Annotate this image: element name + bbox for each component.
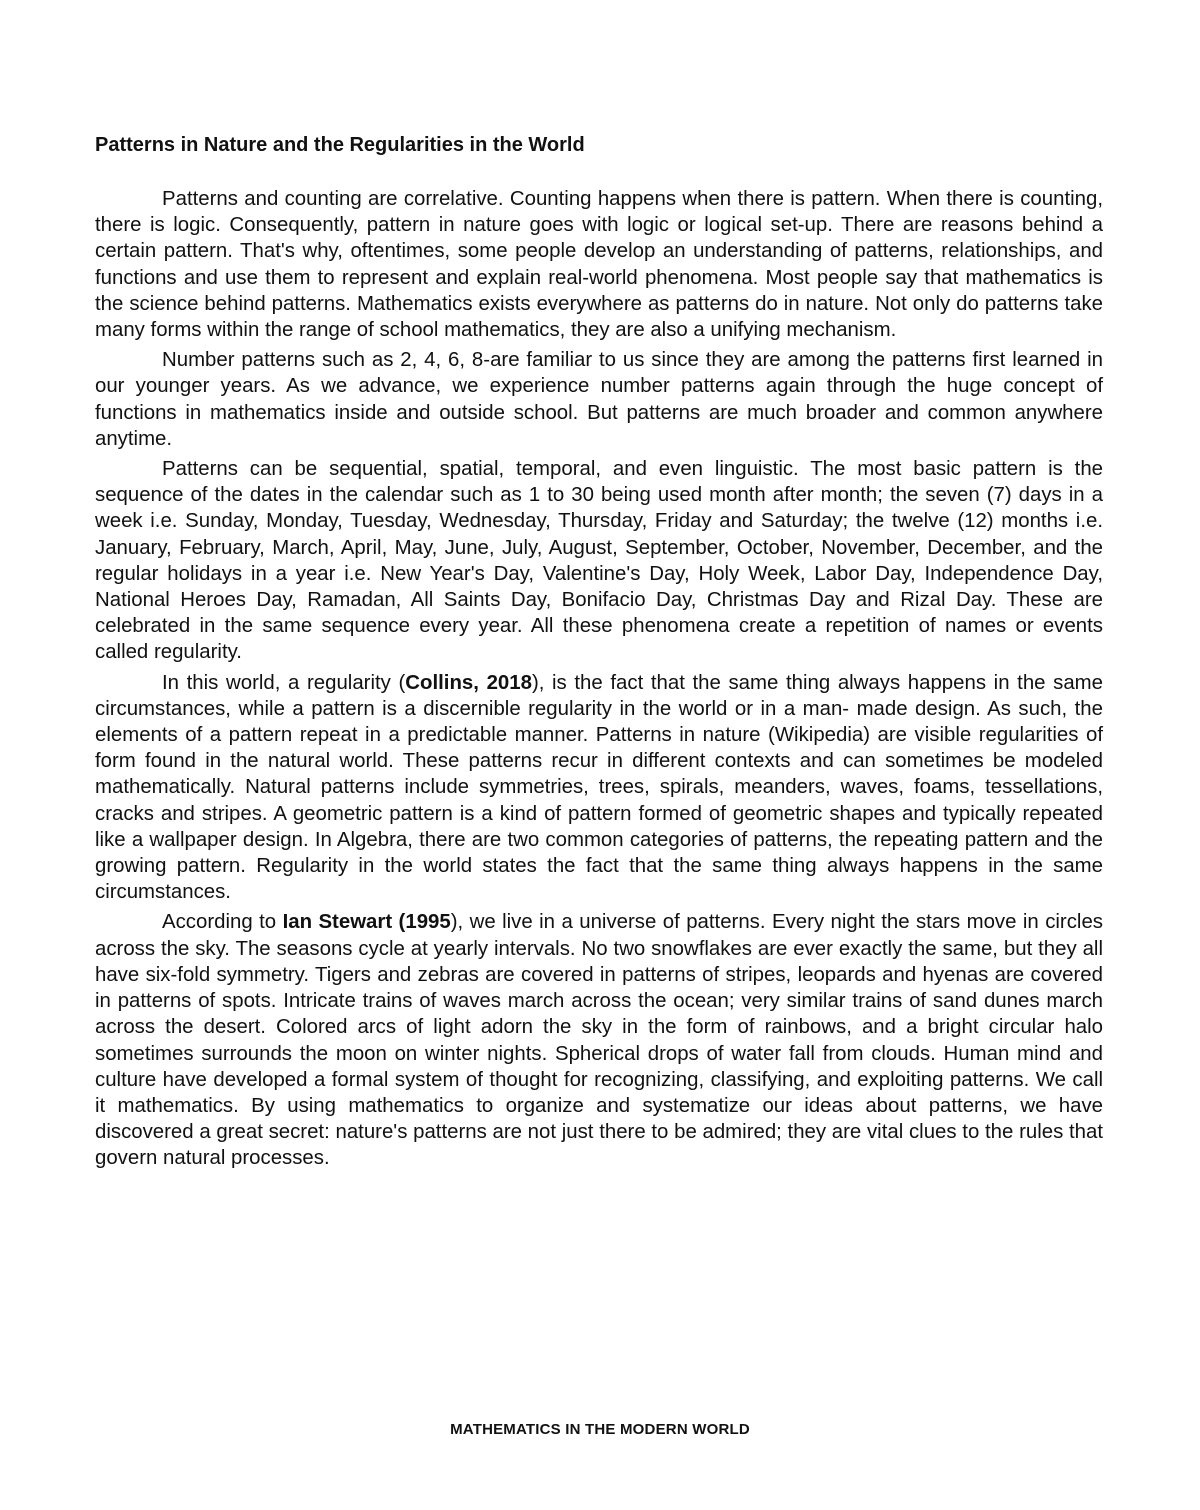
- document-page: [95, 128, 1103, 1176]
- paragraph-regularity: [95, 670, 1103, 906]
- paragraph-text: Patterns can be sequential, spatial, temporal, and even linguistic. The most basic pattern is the sequence of the dates in the calendar such as 1 to 30 being used month after month; the seven (7) days in a week i.e. Sunday, Monday, Tuesday, Wednesday, Thursday, Friday and Saturday; the twelve (12) months i.e. January, February, March, April, May, June, July, August, September, October, November, December, and the regular holidays in a year i.e. New Year's Day, Valentine's Day, Holy Week, Labor Day, Independence Day, National Heroes Day, Ramadan, All Saints Day, Bonifacio Day, Christmas Day and Rizal Day. These are celebrated in the same sequence every year. All these phenomena create a repetition of names or events called regularity.: [95, 458, 1103, 664]
- paragraph-text: ), is the fact that the same thing always happens in the same circumstances, while a pattern is a discernible regularity in the world or in a man- made design. As such, the elements of a pattern repeat in a predictable manner. Patterns in nature (Wikipedia) are visible regularities of form found in the natural world. These patterns recur in different contexts and can sometimes be modeled mathematically. Natural patterns include symmetries, trees, spirals, meanders, waves, foams, tessellations, cracks and stripes. A geometric pattern is a kind of pattern formed of geometric shapes and typically repeated like a wallpaper design. In Algebra, there are two common categories of patterns, the repeating pattern and the growing pattern. Regularity in the world states the fact that the same thing always happens in the same circumstances.: [95, 671, 1104, 904]
- paragraph-text: ), we live in a universe of patterns. Every night the stars move in circles across the sky. The seasons cycle at yearly intervals. No two snowflakes are ever exactly the same, but they all have six-fold symmetry. Tigers and zebras are covered in patterns of stripes, leopards and hyenas are covered in patterns of spots. Intricate trains of waves march across the ocean; very similar trains of sand dunes march across the desert. Colored arcs of light adorn the sky in the form of rainbows, and a bright circular halo sometimes surrounds the moon on winter nights. Spherical drops of water fall from clouds. Human mind and culture have developed a formal system of thought for recognizing, classifying, and exploiting patterns. We call it mathematics. By using mathematics to organize and systematize our ideas about patterns, we have discovered a great secret: nature's patterns are not just there to be admired; they are vital clues to the rules that govern natural processes.: [95, 911, 1103, 1170]
- document-title: Patterns in Nature and the Regularities in the World: [95, 134, 585, 156]
- paragraph-text: Patterns and counting are correlative. Counting happens when there is pattern. When there is counting, there is logic. Consequently, pattern in nature goes with logic or logical set-up. There are reasons behind a certain pattern. That's why, oftentimes, some people develop an understanding of patterns, relationships, and functions and use them to represent and explain real-world phenomena. Most people say that mathematics is the science behind patterns. Mathematics exists everywhere as patterns do in nature. Not only do patterns take many forms within the range of school mathematics, they are also a unifying mechanism.: [95, 188, 1103, 342]
- paragraph-text: In this world, a regularity (: [162, 671, 406, 694]
- page-footer: MATHEMATICS IN THE MODERN WORLD: [450, 1421, 750, 1438]
- citation-collins: Collins, 2018: [405, 671, 532, 694]
- paragraph-text: Number patterns such as 2, 4, 6, 8-are familiar to us since they are among the patterns first learned in our younger years. As we advance, we experience number patterns again through the huge concept of functions in mathematics inside and outside school. But patterns are much broader and common anywhere anytime.: [95, 349, 1103, 450]
- paragraph-number-patterns: [95, 347, 1103, 452]
- citation-stewart: Ian Stewart (1995: [282, 911, 451, 934]
- paragraph-patterns-counting: [95, 186, 1103, 343]
- paragraph-sequential-patterns: [95, 456, 1103, 666]
- paragraph-universe-of-patterns: [95, 909, 1103, 1171]
- paragraph-text: According to: [162, 911, 283, 934]
